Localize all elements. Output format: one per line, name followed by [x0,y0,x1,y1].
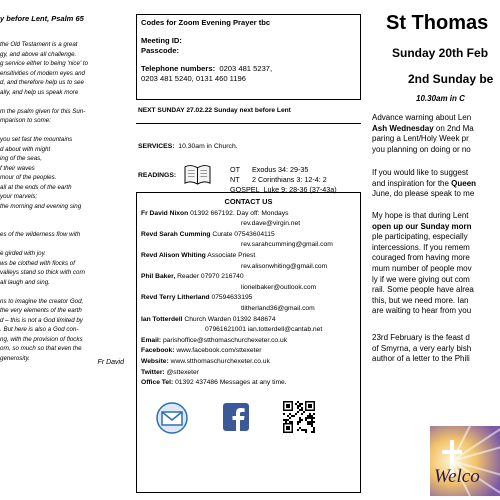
contact-office: Office Tel: 01392 437486 Messages at any time. [141,379,287,387]
contact-website: Website: www.stthomaschurchexeter.co.uk [141,357,270,365]
contact-alison: Revd Alison Whiting Associate Priest [141,251,256,259]
left-text-line: d about with might [0,145,51,153]
contact-box [136,192,361,493]
contact-twitter: Twitter: @sttexeter [141,368,199,376]
middle-column [136,0,362,500]
telephone-number-1: 0203 481 5237, [219,64,273,74]
contact-ian-more[interactable]: 07961621001 ian.totterdell@cantab.net [205,326,323,334]
divider [136,123,361,124]
contact-alison-email[interactable]: rev.alisonwhiting@gmail.com [241,262,328,270]
next-sunday-line [138,107,291,114]
left-text-line: es of the wilderness flow with [0,231,81,238]
contact-terry-email[interactable]: tlitherland36@gmail.com [241,304,315,312]
left-text-line: . But here is also a God con- [0,326,79,333]
left-text-line: the morning and evening sing [0,202,82,210]
zoom-codes-heading: Codes for Zoom Evening Prayer tbc [141,18,271,27]
left-text-line: ally, and help us speak more [0,88,79,96]
left-text-line: mour of the peoples. [0,174,57,181]
service-date: Sunday 20th Feb [392,46,489,60]
left-text-line: all laugh and sing. [0,278,50,286]
left-text-line: g service either to being 'nice' to [0,60,89,67]
contact-ian: Ian Totterdell Church Warden 01392 848674 [141,315,276,323]
para-polycarp: 23rd February is the feast d of Smyrna, a very early bish author of a letter to the Phili [372,333,472,364]
meeting-id-label: Meeting ID: [141,36,182,46]
left-column-title: y before Lent, Psalm 65 [0,14,84,23]
next-sunday-desc: Sunday next before Lent [213,107,291,114]
left-text-line: e girded with joy. [0,250,46,257]
sunday-name: 2nd Sunday be [408,72,494,86]
mail-icon[interactable] [154,402,190,434]
telephone-label: Telephone numbers: [141,64,216,74]
welcome-image [430,426,500,496]
left-text-line: ns to imagine the creator God, [0,297,84,305]
bible-icon [183,162,212,187]
left-text-line: ensitivities of modern eyes and [0,69,85,77]
service-time: 10.30am in C [416,94,465,103]
left-text-line: orn, so much so that even the [0,345,82,352]
left-text-line: generosity. [0,354,30,362]
signature: Fr David [97,359,124,366]
left-column [0,0,130,500]
para-lent-warning: Advance warning about Len Ash Wednesday on 2nd Ma paring a Lent/Holy Week pr you planning on doing or no [372,113,474,154]
contact-phil: Phil Baker, Reader 07970 216740 [141,273,244,281]
qr-code-icon[interactable] [282,400,316,434]
contact-facebook: Facebook: www.facebook.com/sttexeter [141,347,262,355]
left-text-line: the Old Testament is a great [0,41,78,48]
left-text-line: valleys stand so thick with corn [0,269,85,276]
left-text-line: gy, and above all challenge. [0,50,77,58]
welcome-text: Welco [434,466,480,487]
left-text-line: you set fast the mountains [0,136,73,143]
para-sunday-morning: My hope is that during Lent open up our Sunday morn ple participating, especially intercessions. If you remem couraged from having more mum number of people mov ly if we were giving out com rail. Some people have alrea this, but we need more. Ian are waiting to hear from you [372,211,474,316]
zoom-info-box [136,14,361,100]
next-sunday-label: NEXT SUNDAY 27.02.22 [138,107,213,114]
left-text-line: mparison to some: [0,117,51,124]
left-text-line: d – this is not a God limited by [0,316,83,324]
para-jubilee: If you would like to suggest and inspiration for the Queen June, do please speak to me [372,168,477,199]
right-column [370,0,500,500]
services-label: SERVICES: [138,143,175,150]
left-text-line: the very elements of the earth [0,307,82,314]
contact-david-email[interactable]: rev.dave@virgin.net [241,220,301,228]
contact-david: Fr David Nixon 01392 667192. Day off: Mondays [141,209,289,217]
left-text-line: d, and therefore help us to see [0,79,84,86]
contact-terry: Revd Terry Litherland 07594633195 [141,294,253,302]
left-text-line: f their waves [0,164,35,172]
left-text-line: ng, with the provision of flocks [0,335,83,343]
reading-gospel: GOSPEL Luke 9: 28-36 (37-43a) [230,185,337,194]
contact-email: Email: parishoffice@stthomaschurchexeter.co.uk [141,336,288,344]
contact-sarah-email[interactable]: rev.sarahcumming@gmail.com [241,241,333,249]
left-text-line: your marvels; [0,193,38,200]
left-text-line: m the psalm given for this Sun- [0,107,86,115]
facebook-icon[interactable] [222,402,250,432]
contact-phil-email[interactable]: lionelbaker@outlook.com [241,283,317,291]
left-text-line: ws be clothed with flocks of [0,259,75,267]
telephone-numbers-2: 0203 481 5240, 0131 460 1196 [141,73,247,83]
contact-title: CONTACT US [224,197,273,206]
reading-ot: OT Exodus 34: 29-35 [230,165,309,174]
services-value: 10.30am in Church. [178,143,238,150]
passcode-label: Passcode: [141,45,179,55]
reading-nt: NT 2 Corinthians 3: 12-4: 2 [230,175,327,184]
left-text-line: ing of the seas, [0,155,42,162]
services-line [138,143,238,150]
left-text-line: all at the ends of the earth [0,183,72,191]
church-title: St Thomas [386,12,489,34]
readings-label: READINGS: [138,172,177,179]
contact-sarah: Revd Sarah Cumming Curate 07543604115 [141,230,275,238]
readings-list [230,165,337,195]
